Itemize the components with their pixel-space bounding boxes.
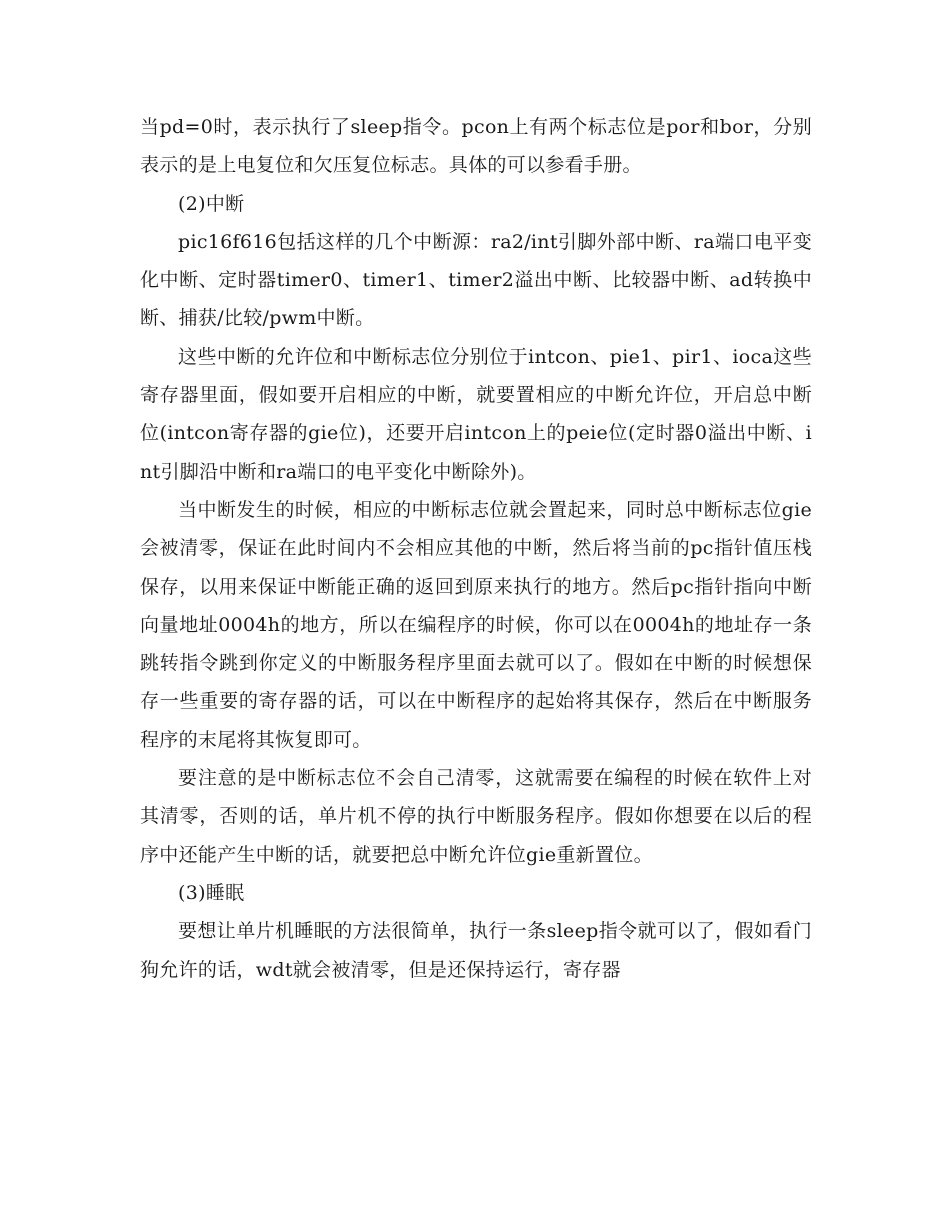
paragraph-flag-clearing: 要注意的是中断标志位不会自己清零，这就需要在编程的时候在软件上对其清零，否则的话，单片机不停的执行中断服务程序。假如你想要在以后的程序中还能产生中断的话，就要把总中断允许位gie重新置位。 [140,767,812,866]
paragraph-sleep: 要想让单片机睡眠的方法很简单，执行一条sleep指令就可以了，假如看门狗允许的话，wdt就会被清零，但是还保持运行，寄存器 [140,920,812,981]
body-text [140,108,812,989]
paragraph-interrupt-process: 当中断发生的时候，相应的中断标志位就会置起来，同时总中断标志位gie会被清零，保证在此时间内不会相应其他的中断，然后将当前的pc指针值压栈保存，以用来保证中断能正确的返回到原来执行的地方。然后pc指针指向中断向量地址0004h的地方，所以在编程序的时候，你可以在0004h的地址存一条跳转指令跳到你定义的中断服务程序里面去就可以了。假如在中断的时候想保存一些重要的寄存器的话，可以在中断程序的起始将其保存，然后在中断服务程序的末尾将其恢复即可。 [140,498,812,751]
section-heading-sleep: (3)睡眠 [178,881,245,904]
paragraph-interrupt-sources: pic16f616包括这样的几个中断源：ra2/int引脚外部中断、ra端口电平变化中断、定时器timer0、timer1、timer2溢出中断、比较器中断、ad转换中断、捕获/比较/pwm中断。 [140,230,812,330]
paragraph-continued: 当pd=0时，表示执行了sleep指令。pcon上有两个标志位是por和bor，分别表示的是上电复位和欠压复位标志。具体的可以参看手册。 [140,116,812,177]
section-heading-interrupt: (2)中断 [178,192,245,215]
paragraph-enable-bits: 这些中断的允许位和中断标志位分别位于intcon、pie1、pir1、ioca这些寄存器里面，假如要开启相应的中断，就要置相应的中断允许位，开启总中断位(intcon寄存器的gie位)，还要开启intcon上的peie位(定时器0溢出中断、int引脚沿中断和ra端口的电平变化中断除外)。 [140,345,812,483]
